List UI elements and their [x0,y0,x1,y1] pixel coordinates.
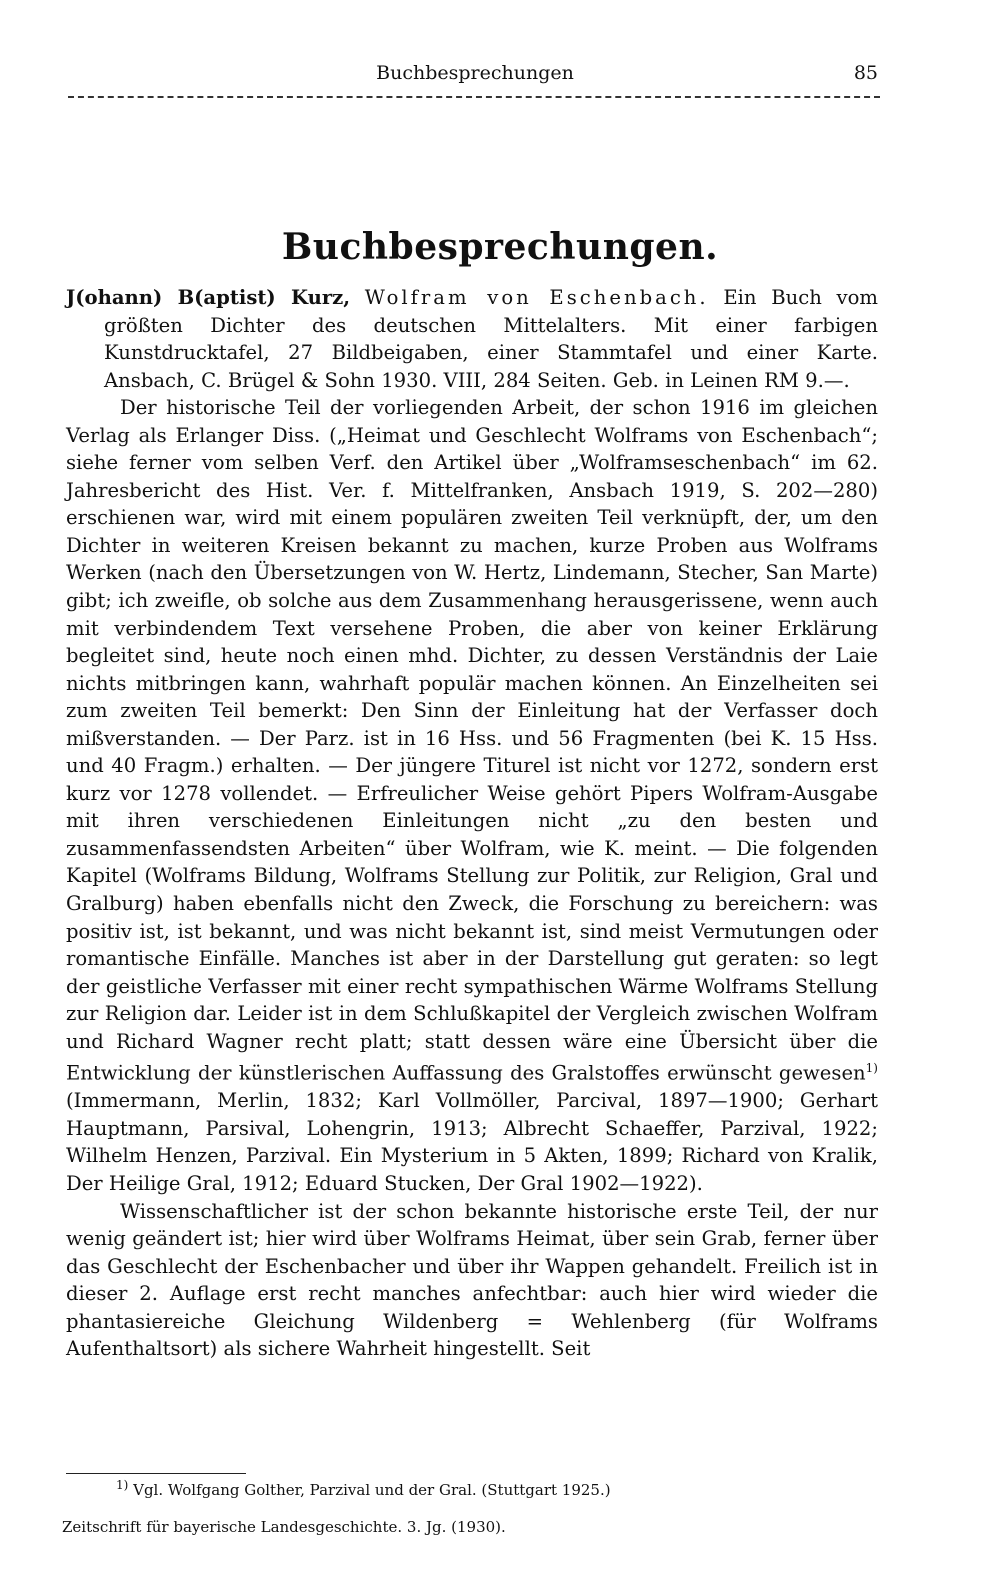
review-entry [66,284,878,1363]
footnote-reference: 1) [865,1061,878,1076]
review-paragraph-1 [66,394,878,1197]
header-rule [68,96,880,98]
running-head [68,60,882,90]
section-heading: Buchbesprechungen. [281,226,719,268]
page-number: 85 [853,62,878,84]
review-paragraph-2: Wissenschaftlicher ist der schon bekannte historische erste Teil, der nur wenig geändert ist; hier wird über Wolframs Heimat, über sein Grab, ferner über das Geschlecht der Eschenbacher und über ihr Wappen gehandelt. Freilich ist in dieser 2. Auflage erst recht manches anfechtbar: auch hier wird wieder die phantasiereiche Gleichung Wildenberg = Wehlenberg (für Wolframs Aufenthaltsort) als sichere Wahrheit hingestellt. Seit [66,1199,878,1361]
bibliographic-entry [66,284,878,394]
entry-title: Wolfram von Eschenbach. [364,286,709,309]
entry-description: Ein Buch vom größten Dichter des deutschen Mittelalters. Mit einer farbigen Kunstdrucktafel, 27 Bildbeigaben, einer Stammtafel und einer Karte. Ansbach, C. Brügel & Sohn 1930. VIII, 284 Seiten. Geb. in Leinen RM 9.—. [104,286,879,392]
footnote [116,1478,611,1499]
footnote-text: Vgl. Wolfgang Golther, Parzival und der Gral. (Stuttgart 1925.) [133,1481,611,1499]
journal-footer: Zeitschrift für bayerische Landesgeschichte. 3. Jg. (1930). [62,1518,506,1536]
paragraph-1-text: Der historische Teil der vorliegenden Arbeit, der schon 1916 im gleichen Verlag als Erlanger Diss. („Heimat und Geschlecht Wolframs von Eschenbach“; siehe ferner vom selben Verf. den Artikel über „Wolframseschenbach“ im 62. Jahresbericht des Hist. Ver. f. Mittelfranken, Ansbach 1919, S. 202—280) erschienen war, wird mit einem populären zweiten Teil verknüpft, der, um den Dichter in weiteren Kreisen bekannt zu machen, kurze Proben aus Wolframs Werken (nach den Übersetzungen von W. Hertz, Lindemann, Stecher, San Marte) gibt; ich zweifle, ob solche aus dem Zusammenhang herausgerissene, wenn auch mit verbindendem Text versehene Proben, die aber von keiner Erklärung begleitet sind, heute noch einen mhd. Dichter, zu dessen Verständnis der Laie nichts mitbringen kann, wahrhaft populär machen können. An Einzelheiten sei zum zweiten Teil bemerkt: Den Sinn der Einleitung hat der Verfasser doch mißverstanden. — Der Parz. ist in 16 Hss. und 56 Fragmenten (bei K. 15 Hss. und 40 Fragm.) erhalten. — Der jüngere Titurel ist nicht vor 1272, sondern erst kurz vor 1278 vollendet. — Erfreulicher Weise gehört Pipers Wolfram-Ausgabe mit ihren verschiedenen Einleitungen nicht „zu den besten und zusammenfassendsten Arbeiten“ über Wolfram, wie K. meint. — Die folgenden Kapitel (Wolframs Bildung, Wolframs Stellung zur Politik, zur Religion, Gral und Gralburg) haben ebenfalls nicht den Zweck, die Forschung zu bereichern: was positiv ist, ist bekannt, und was nicht bekannt ist, sind meist Vermutungen oder romantische Einfälle. Manches ist aber in der Darstellung gut geraten: so legt der geistliche Verfasser mit einer recht sympathischen Wärme Wolframs Stellung zur Religion dar. Leider ist in dem Schlußkapitel der Vergleich zwischen Wolfram und Richard Wagner recht platt; statt dessen wäre eine Übersicht über die Entwicklung der künstlerischen Auffassung des Gralstoffes erwünscht gewesen [66,396,878,1085]
footnote-rule [66,1473,246,1474]
running-head-title: Buchbesprechungen [376,62,574,84]
paragraph-1-continuation: (Immermann, Merlin, 1832; Karl Vollmöller, Parcival, 1897—1900; Gerhart Hauptmann, Parsival, Lohengrin, 1913; Albrecht Schaeffer, Parzival, 1922; Wilhelm Henzen, Parzival. Ein Mysterium in 5 Akten, 1899; Richard von Kralik, Der Heilige Gral, 1912; Eduard Stucken, Der Gral 1902—1922). [66,1089,878,1196]
entry-author: J(ohann) B(aptist) Kurz, [66,286,351,309]
footnote-marker: 1) [116,1478,129,1492]
